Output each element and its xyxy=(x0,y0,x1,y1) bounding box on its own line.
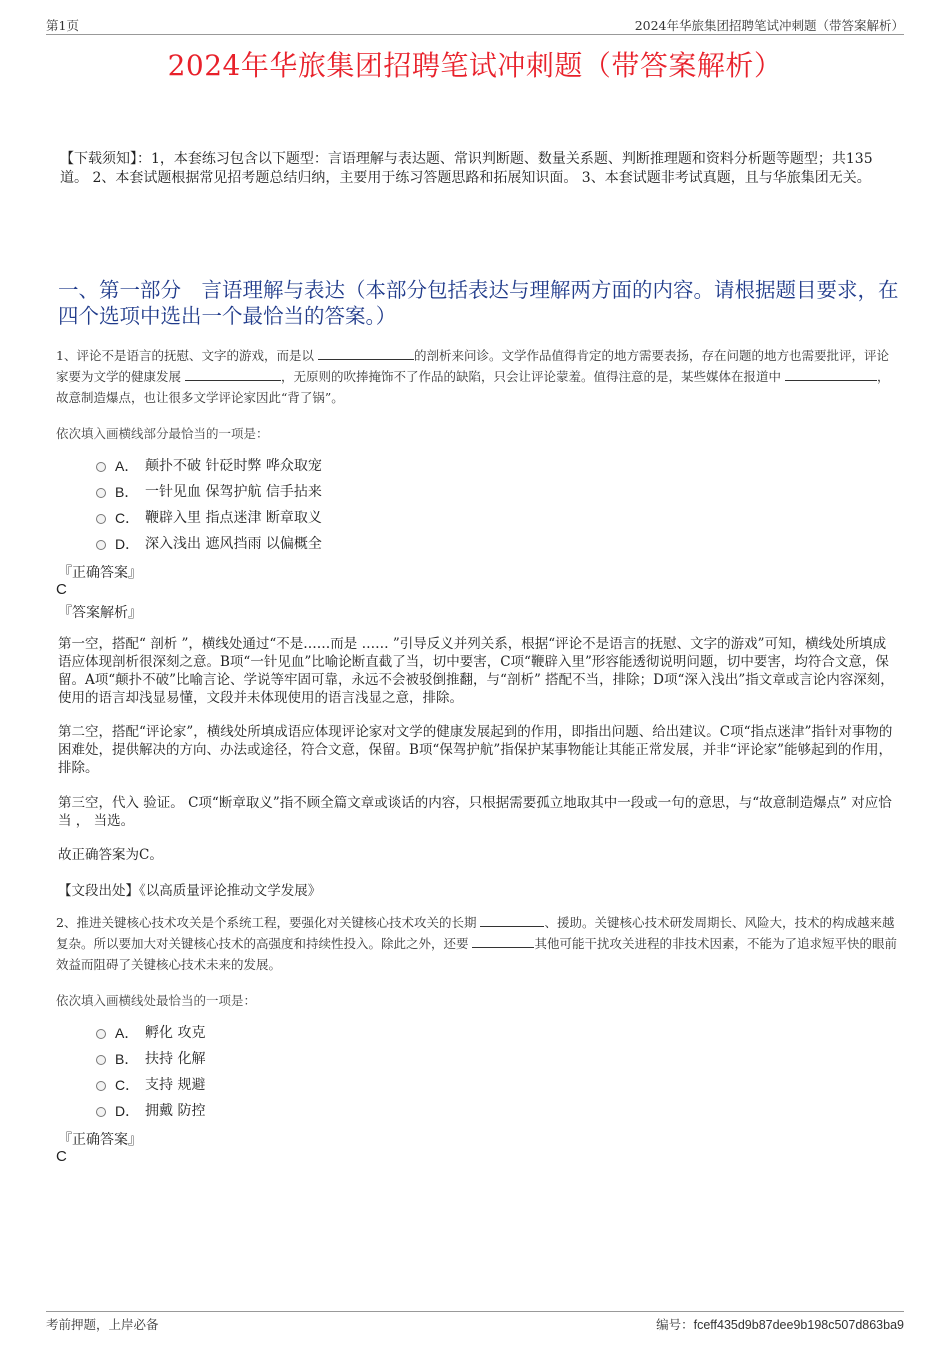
header-doc-title: 2024年华旅集团招聘笔试冲刺题（带答案解析） xyxy=(634,18,904,33)
option-letter: D． xyxy=(115,1103,140,1119)
download-notice: 【下载须知】：1，本套练习包含以下题型：言语理解与表达题、常识判断题、数量关系题、判断推理题和资料分析题等题型；共135道。 2、本套试题根据常见招考题总结归纳，主要用于练习答题思路和拓展知识面。 3、本套试题非考试真题，且与华旅集团无关。 xyxy=(60,151,873,186)
page-footer xyxy=(46,1311,904,1334)
blank-2 xyxy=(472,935,534,948)
analysis-conclusion: 故正确答案为C。 xyxy=(58,847,163,863)
q1-text-part4: ，故意制造爆点，也让很多文学评论家因此“背了锅”。 xyxy=(56,369,890,405)
radio-button[interactable] xyxy=(96,514,106,524)
option-letter: C． xyxy=(115,510,140,526)
radio-button[interactable] xyxy=(96,540,106,550)
q2-text-part1: 2、推进关键核心技术攻关是个系统工程，要强化对关键核心技术攻关的长期 xyxy=(56,915,481,930)
q2-text-part3: 其他可能干扰攻关进程的非技术因素，不能为了追求短平快的眼前效益而阻碍了关键核心技术未来的发展。 xyxy=(56,936,897,972)
option-text: 深入浅出 遮风挡雨 以偏概全 xyxy=(145,536,322,552)
blank-1 xyxy=(480,914,544,927)
section-heading: 一、第一部分 言语理解与表达（本部分包括表达与理解两方面的内容。请根据题目要求，在四个选项中选出一个最恰当的答案。） xyxy=(58,278,899,328)
radio-button[interactable] xyxy=(96,1029,106,1039)
option-letter: A． xyxy=(115,458,139,474)
document-title: 2024年华旅集团招聘笔试冲刺题（带答案解析） xyxy=(167,49,783,82)
radio-button[interactable] xyxy=(96,462,106,472)
option-letter: C． xyxy=(115,1077,140,1093)
option-letter: B． xyxy=(115,1051,139,1067)
radio-button[interactable] xyxy=(96,488,106,498)
option-letter: A． xyxy=(115,1025,139,1041)
footer-code-label: 编号： xyxy=(656,1317,694,1332)
correct-answer-label: 『正确答案』 xyxy=(58,565,142,581)
option-text: 颠扑不破 针砭时弊 哗众取宠 xyxy=(145,458,322,474)
blank-1 xyxy=(318,347,414,360)
radio-button[interactable] xyxy=(96,1107,106,1117)
answer-analysis-label: 『答案解析』 xyxy=(58,605,142,621)
correct-answer-value: C xyxy=(56,581,67,598)
q1-text-part2: 的剖析来问诊。文学作品值得肯定的地方需要表扬，存在问题的地方也需要批评，评论家要为文学的健康发展 xyxy=(56,348,889,384)
page-number: 第1页 xyxy=(46,18,79,33)
blank-2 xyxy=(185,368,281,381)
option-text: 扶持 化解 xyxy=(145,1051,206,1067)
correct-answer-label: 『正确答案』 xyxy=(58,1132,142,1148)
page-header xyxy=(46,14,904,35)
option-text: 拥戴 防控 xyxy=(145,1103,206,1119)
question-2-prompt: 依次填入画横线处最恰当的一项是： xyxy=(56,993,257,1008)
footer-code xyxy=(656,1315,904,1333)
footer-code-value: fceff435d9b87dee9b198c507d863ba9 xyxy=(693,1318,904,1332)
analysis-paragraph: 第一空，搭配“ 剖析 ”，横线处通过“不是……而是 …… ”引导反义并列关系，根据“评论不是语言的抚慰、文字的游戏”可知，横线处所填成语应体现剖析很深刻之意。B项“一针见血”比喻论断直截了当，切中要害，C项“鞭辟入里”形容能透彻说明问题，切中要害，均符合文意，保留。A项“颠扑不破”比喻言论、学说等牢固可靠，永远不会被驳倒推翻，与“剖析” 搭配不当，排除；D项“深入浅出”指文章或言论内容深刻，使用的语言却浅显易懂，文段并未体现使用的语言浅显之意，排除。 xyxy=(58,636,894,706)
question-2-stem xyxy=(56,912,901,975)
passage-source: 【文段出处】《以高质量评论推动文学发展》 xyxy=(58,883,322,899)
option-text: 一针见血 保驾护航 信手拈来 xyxy=(145,484,322,500)
option-text: 孵化 攻克 xyxy=(145,1025,206,1041)
radio-button[interactable] xyxy=(96,1055,106,1065)
radio-button[interactable] xyxy=(96,1081,106,1091)
option-letter: D． xyxy=(115,536,140,552)
analysis-paragraph: 第三空，代入 验证。 C项“断章取义”指不顾全篇文章或谈话的内容，只根据需要孤立地取其中一段或一句的意思，与“故意制造爆点” 对应恰当 ， 当选。 xyxy=(58,795,892,829)
blank-3 xyxy=(785,368,877,381)
question-1-prompt: 依次填入画横线部分最恰当的一项是： xyxy=(56,426,269,441)
option-text: 支持 规避 xyxy=(145,1077,206,1093)
footer-slogan: 考前押题，上岸必备 xyxy=(46,1317,159,1332)
option-letter: B． xyxy=(115,484,139,500)
correct-answer-value: C xyxy=(56,1148,67,1165)
q1-text-part3: ，无原则的吹捧掩饰不了作品的缺陷，只会让评论蒙羞。值得注意的是，某些媒体在报道中 xyxy=(280,369,785,384)
q2-text-part2: 、援助。关键核心技术研发周期长、风险大，技术的构成越来越复杂。所以要加大对关键核心技术的高强度和持续性投入。除此之外，还要 xyxy=(56,915,895,951)
analysis-paragraph: 第二空，搭配“评论家”，横线处所填成语应体现评论家对文学的健康发展起到的作用，即指出问题、给出建议。C项“指点迷津”指针对事物的困难处，提供解决的方向、办法或途径，符合文意，保留。B项“保驾护航”指保护某事物能让其能正常发展，并非“评论家”能够起到的作用，排除。 xyxy=(58,724,893,776)
option-text: 鞭辟入里 指点迷津 断章取义 xyxy=(145,510,322,526)
question-1-stem xyxy=(56,345,901,408)
q1-text-part1: 1、评论不是语言的抚慰、文字的游戏，而是以 xyxy=(56,348,318,363)
